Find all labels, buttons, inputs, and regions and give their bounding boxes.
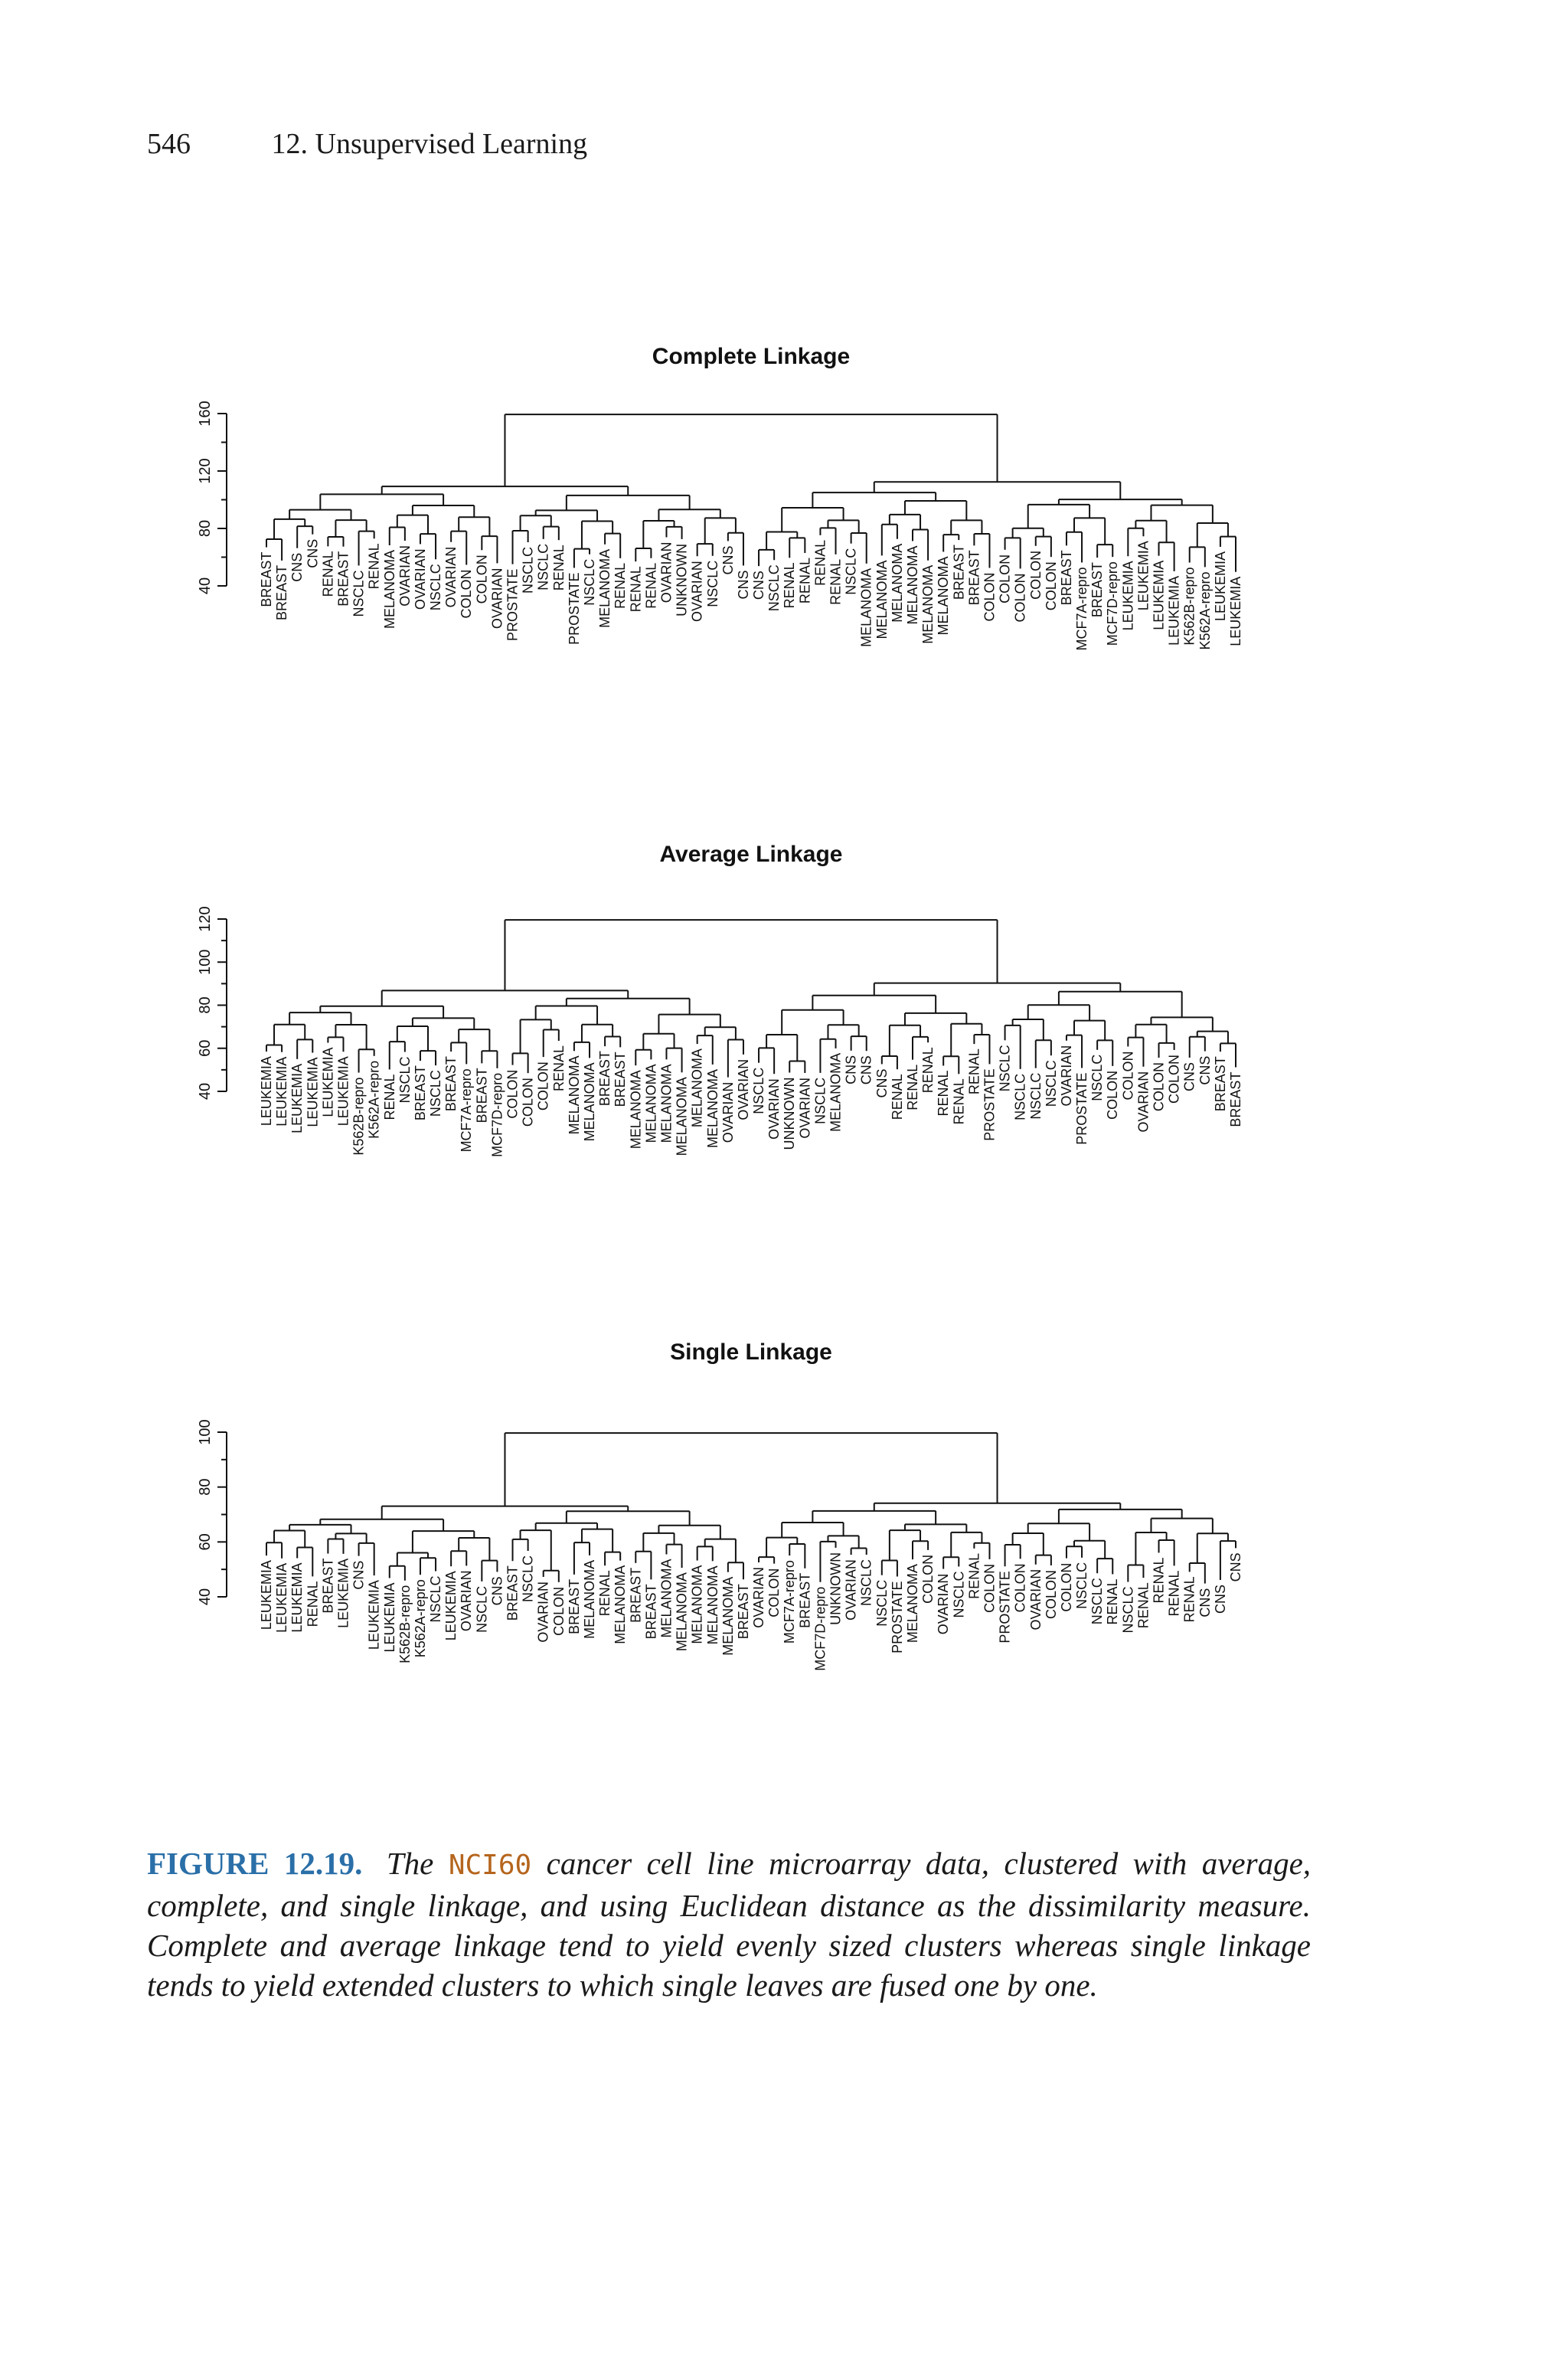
leaf-label: MELANOMA bbox=[689, 1565, 705, 1644]
leaf-label: MELANOMA bbox=[828, 1052, 844, 1132]
leaf-label: BREAST bbox=[335, 551, 351, 607]
caption-code: NCI60 bbox=[448, 1850, 532, 1881]
leaf-label: OVARIAN bbox=[1058, 1045, 1074, 1107]
leaf-label: OVARIAN bbox=[797, 1077, 813, 1139]
leaf-label: MELANOMA bbox=[643, 1064, 659, 1143]
leaf-label: BREAST bbox=[1089, 562, 1106, 618]
leaf-label: COLON bbox=[982, 572, 998, 622]
leaf-label: MELANOMA bbox=[674, 1572, 690, 1652]
leaf-label: COLON bbox=[1043, 1569, 1059, 1619]
leaf-label: LEUKEMIA bbox=[274, 1562, 290, 1633]
leaf-label: RENAL bbox=[381, 1074, 397, 1120]
leaf-label: MCF7D-repro bbox=[812, 1586, 828, 1671]
leaf-label: MELANOMA bbox=[720, 1576, 736, 1656]
leaf-label: COLON bbox=[459, 569, 475, 619]
dendrogram-panel-1 bbox=[197, 344, 1243, 650]
leaf-label: RENAL bbox=[366, 543, 382, 590]
leaf-label: K562A-repro bbox=[1197, 571, 1213, 650]
leaf-label: NSCLC bbox=[582, 558, 597, 606]
leaf-label: MELANOMA bbox=[858, 568, 874, 647]
leaf-label: RENAL bbox=[782, 562, 798, 609]
leaf-label: NSCLC bbox=[1012, 1073, 1028, 1120]
leaf-label: LEUKEMIA bbox=[443, 1571, 459, 1641]
leaf-label: RENAL bbox=[936, 1070, 952, 1117]
leaf-label: RENAL bbox=[550, 545, 567, 591]
leaf-label: BREAST bbox=[797, 1572, 813, 1628]
leaf-label: CNS bbox=[1197, 1055, 1213, 1085]
leaf-label: BREAST bbox=[1212, 1056, 1228, 1112]
leaf-label: BREAST bbox=[320, 1558, 336, 1614]
leaf-label: OVARIAN bbox=[443, 546, 459, 608]
leaf-label: COLON bbox=[474, 554, 490, 604]
leaf-label: UNKNOWN bbox=[828, 1552, 844, 1625]
leaf-label: RENAL bbox=[1151, 1557, 1167, 1604]
leaf-label: BREAST bbox=[612, 1052, 629, 1107]
figure-label: FIGURE 12.19. bbox=[147, 1846, 363, 1881]
leaf-label: MELANOMA bbox=[920, 564, 936, 644]
leaf-label: RENAL bbox=[1135, 1582, 1152, 1629]
leaf-label: K562B-repro bbox=[1181, 567, 1197, 646]
leaf-label: OVARIAN bbox=[489, 568, 505, 630]
leaf-label: RENAL bbox=[643, 562, 659, 609]
leaf-label: LEUKEMIA bbox=[335, 1558, 351, 1628]
dendrogram-panel-2 bbox=[197, 842, 1243, 1157]
y-tick-label: 40 bbox=[197, 1082, 214, 1101]
y-tick-label: 80 bbox=[197, 1478, 214, 1496]
leaf-label: RENAL bbox=[797, 558, 813, 604]
leaf-label: COLON bbox=[1151, 1062, 1167, 1112]
leaf-label: COLON bbox=[520, 1078, 536, 1127]
y-tick-label: 120 bbox=[197, 906, 214, 932]
leaf-label: COLON bbox=[766, 1568, 782, 1617]
caption-text-after: cancer cell line microarray data, clustered with average, complete, and single linkage, and using Euclidean distance as the dissimilarity measure. Complete and average linkage tend to yield evenly sized clusters whereas single linkage tends to yield extended clusters to which single leaves are fused one by one. bbox=[147, 1846, 1312, 2003]
leaf-label: COLON bbox=[1166, 1054, 1182, 1104]
leaf-label: NSCLC bbox=[812, 1077, 828, 1124]
leaf-label: NSCLC bbox=[874, 1579, 890, 1627]
leaf-label: NSCLC bbox=[520, 547, 536, 594]
leaf-label: RENAL bbox=[951, 1078, 967, 1125]
leaf-label: PROSTATE bbox=[889, 1581, 905, 1653]
leaf-label: MELANOMA bbox=[874, 560, 890, 639]
leaf-label: BREAST bbox=[951, 545, 967, 600]
leaf-label: CNS bbox=[720, 545, 736, 575]
leaf-label: LEUKEMIA bbox=[259, 1560, 274, 1631]
leaf-label: NSCLC bbox=[1043, 1060, 1059, 1107]
leaf-label: MELANOMA bbox=[381, 549, 397, 630]
leaf-label: CNS bbox=[1212, 1584, 1228, 1614]
leaf-label: LEUKEMIA bbox=[305, 1057, 321, 1127]
leaf-label: RENAL bbox=[1105, 1578, 1121, 1625]
leaf-label: RENAL bbox=[305, 1581, 321, 1627]
leaf-label: K562A-repro bbox=[366, 1060, 382, 1139]
leaf-label: OVARIAN bbox=[735, 1058, 751, 1120]
leaf-label: PROSTATE bbox=[566, 572, 582, 645]
y-tick-label: 100 bbox=[197, 949, 214, 975]
leaf-label: OVARIAN bbox=[689, 561, 705, 622]
leaf-label: NSCLC bbox=[474, 1585, 490, 1633]
leaf-label: RENAL bbox=[628, 566, 644, 613]
leaf-label: MELANOMA bbox=[905, 1564, 920, 1644]
leaf-label: K562A-repro bbox=[412, 1579, 428, 1658]
leaf-label: NSCLC bbox=[397, 1056, 413, 1104]
leaf-label: K562B-repro bbox=[397, 1585, 413, 1663]
leaf-label: COLON bbox=[1012, 1563, 1028, 1613]
leaf-label: NSCLC bbox=[704, 560, 720, 607]
leaf-label: OVARIAN bbox=[1135, 1071, 1152, 1133]
leaf-label: RENAL bbox=[1166, 1570, 1182, 1617]
leaf-label: COLON bbox=[505, 1069, 521, 1119]
leaf-label: LEUKEMIA bbox=[320, 1047, 336, 1117]
leaf-label: NSCLC bbox=[751, 1067, 767, 1114]
leaf-label: BREAST bbox=[643, 1584, 659, 1640]
leaf-label: BREAST bbox=[597, 1051, 613, 1107]
leaf-label: OVARIAN bbox=[459, 1570, 475, 1632]
leaf-label: COLON bbox=[1105, 1070, 1121, 1120]
leaf-label: CNS bbox=[1228, 1552, 1243, 1582]
leaf-label: BREAST bbox=[628, 1567, 644, 1623]
leaf-label: LEUKEMIA bbox=[1166, 575, 1182, 646]
leaf-label: CNS bbox=[351, 1560, 367, 1590]
leaf-label: COLON bbox=[1012, 573, 1028, 623]
leaf-label: NSCLC bbox=[843, 548, 859, 595]
leaf-label: MELANOMA bbox=[889, 543, 905, 623]
leaf-label: BREAST bbox=[474, 1068, 490, 1124]
leaf-label: UNKNOWN bbox=[782, 1077, 798, 1150]
leaf-label: COLON bbox=[982, 1563, 998, 1613]
leaf-label: CNS bbox=[751, 571, 767, 600]
leaf-label: UNKNOWN bbox=[674, 543, 690, 617]
leaf-label: LEUKEMIA bbox=[1135, 541, 1152, 611]
leaf-label: OVARIAN bbox=[412, 548, 428, 610]
leaf-label: MELANOMA bbox=[905, 545, 920, 625]
leaf-label: BREAST bbox=[966, 550, 982, 606]
y-tick-label: 80 bbox=[197, 996, 214, 1014]
leaf-label: NSCLC bbox=[428, 1070, 444, 1117]
y-tick-label: 120 bbox=[197, 458, 214, 484]
leaf-label: OVARIAN bbox=[766, 1078, 782, 1140]
leaf-label: RENAL bbox=[905, 1064, 920, 1110]
leaf-label: RENAL bbox=[1181, 1576, 1197, 1623]
leaf-label: NSCLC bbox=[1089, 1054, 1106, 1101]
leaf-label: CNS bbox=[289, 552, 305, 582]
leaf-label: MELANOMA bbox=[582, 1559, 597, 1639]
leaf-label: OVARIAN bbox=[843, 1559, 859, 1621]
leaf-label: MELANOMA bbox=[597, 548, 613, 628]
leaf-label: LEUKEMIA bbox=[335, 1056, 351, 1127]
leaf-label: OVARIAN bbox=[936, 1573, 952, 1635]
leaf-label: COLON bbox=[997, 554, 1013, 603]
leaf-label: COLON bbox=[1043, 561, 1059, 611]
figure-caption bbox=[147, 1843, 1311, 2005]
leaf-label: COLON bbox=[550, 1586, 567, 1636]
leaf-label: MCF7A-repro bbox=[1074, 567, 1090, 651]
leaf-label: CNS bbox=[874, 1068, 890, 1098]
leaf-label: NSCLC bbox=[951, 1571, 967, 1618]
leaf-label: BREAST bbox=[1228, 1071, 1243, 1127]
leaf-label: BREAST bbox=[735, 1584, 751, 1640]
leaf-label: LEUKEMIA bbox=[274, 1056, 290, 1127]
leaf-label: RENAL bbox=[597, 1570, 613, 1617]
leaf-label: LEUKEMIA bbox=[366, 1580, 382, 1650]
leaf-label: NSCLC bbox=[766, 564, 782, 612]
chart-title: Complete Linkage bbox=[652, 344, 851, 369]
y-tick-label: 160 bbox=[197, 401, 214, 427]
leaf-label: BREAST bbox=[1058, 550, 1074, 606]
leaf-label: COLON bbox=[535, 1061, 551, 1111]
leaf-label: NSCLC bbox=[520, 1555, 536, 1602]
leaf-label: COLON bbox=[920, 1554, 936, 1604]
leaf-label: MCF7D-repro bbox=[1105, 561, 1121, 646]
leaf-label: MELANOMA bbox=[704, 1565, 720, 1645]
leaf-label: NSCLC bbox=[1120, 1586, 1136, 1634]
leaf-label: NSCLC bbox=[428, 564, 444, 611]
leaf-label: MELANOMA bbox=[566, 1055, 582, 1135]
leaf-label: MELANOMA bbox=[582, 1062, 597, 1142]
leaf-label: MELANOMA bbox=[704, 1068, 720, 1148]
leaf-label: PROSTATE bbox=[997, 1571, 1013, 1644]
leaf-label: LEUKEMIA bbox=[1228, 576, 1243, 646]
leaf-label: RENAL bbox=[966, 1048, 982, 1095]
leaf-label: LEUKEMIA bbox=[1120, 561, 1136, 631]
leaf-label: MELANOMA bbox=[612, 1565, 629, 1644]
leaf-label: NSCLC bbox=[997, 1045, 1013, 1092]
chart-title: Average Linkage bbox=[659, 842, 843, 867]
leaf-label: OVARIAN bbox=[720, 1081, 736, 1143]
leaf-label: LEUKEMIA bbox=[289, 1063, 305, 1133]
leaf-label: MELANOMA bbox=[658, 1559, 675, 1638]
y-tick-label: 40 bbox=[197, 1588, 214, 1606]
leaf-label: NSCLC bbox=[351, 570, 367, 617]
leaf-label: MELANOMA bbox=[936, 556, 952, 636]
leaf-label: OVARIAN bbox=[535, 1581, 551, 1643]
leaf-label: MELANOMA bbox=[689, 1048, 705, 1128]
leaf-label: MELANOMA bbox=[674, 1077, 690, 1156]
leaf-label: BREAST bbox=[566, 1578, 582, 1634]
y-tick-label: 60 bbox=[197, 1533, 214, 1551]
y-tick-label: 40 bbox=[197, 577, 214, 595]
leaf-label: PROSTATE bbox=[505, 568, 521, 642]
leaf-label: COLON bbox=[1120, 1051, 1136, 1101]
leaf-label: NSCLC bbox=[535, 543, 551, 590]
leaf-label: LEUKEMIA bbox=[259, 1056, 274, 1127]
leaf-label: PROSTATE bbox=[1074, 1072, 1090, 1145]
leaf-label: BREAST bbox=[443, 1056, 459, 1112]
leaf-label: RENAL bbox=[889, 1074, 905, 1120]
caption-text-before: The bbox=[386, 1846, 434, 1881]
leaf-label: CNS bbox=[1197, 1588, 1213, 1617]
leaf-label: MCF7A-repro bbox=[459, 1068, 475, 1153]
leaf-label: PROSTATE bbox=[982, 1068, 998, 1141]
leaf-label: CNS bbox=[1181, 1061, 1197, 1091]
y-tick-label: 60 bbox=[197, 1039, 214, 1057]
y-tick-label: 80 bbox=[197, 519, 214, 538]
leaf-label: MELANOMA bbox=[628, 1070, 644, 1150]
leaf-label: OVARIAN bbox=[658, 541, 675, 603]
leaf-label: LEUKEMIA bbox=[381, 1582, 397, 1653]
leaf-label: RENAL bbox=[612, 562, 629, 609]
leaf-label: CNS bbox=[858, 1055, 874, 1085]
leaf-label: RENAL bbox=[920, 1047, 936, 1094]
leaf-label: RENAL bbox=[812, 539, 828, 586]
leaf-label: NSCLC bbox=[1027, 1072, 1044, 1120]
leaf-label: COLON bbox=[1027, 550, 1044, 600]
leaf-label: BREAST bbox=[259, 551, 274, 607]
leaf-label: NSCLC bbox=[1074, 1562, 1090, 1609]
leaf-label: NSCLC bbox=[858, 1559, 874, 1607]
chart-title: Single Linkage bbox=[670, 1339, 832, 1365]
leaf-label: BREAST bbox=[505, 1565, 521, 1621]
leaf-label: CNS bbox=[489, 1576, 505, 1606]
leaf-label: OVARIAN bbox=[397, 545, 413, 607]
leaf-label: RENAL bbox=[828, 558, 844, 605]
y-tick-label: 100 bbox=[197, 1419, 214, 1445]
leaf-label: BREAST bbox=[412, 1065, 428, 1121]
leaf-label: CNS bbox=[735, 570, 751, 600]
leaf-label: MCF7A-repro bbox=[782, 1560, 798, 1644]
leaf-label: RENAL bbox=[966, 1552, 982, 1599]
leaf-label: OVARIAN bbox=[1027, 1568, 1044, 1631]
leaf-label: K562B-repro bbox=[351, 1077, 367, 1156]
leaf-label: LEUKEMIA bbox=[1212, 551, 1228, 622]
leaf-label: BREAST bbox=[274, 564, 290, 620]
leaf-label: CNS bbox=[305, 538, 321, 568]
leaf-label: RENAL bbox=[550, 1045, 567, 1092]
page-number: 546 bbox=[147, 128, 191, 160]
leaf-label: LEUKEMIA bbox=[1151, 560, 1167, 630]
leaf-label: COLON bbox=[1058, 1562, 1074, 1612]
leaf-label: RENAL bbox=[320, 551, 336, 597]
dendrogram-panel-3 bbox=[197, 1339, 1243, 1671]
section-title: 12. Unsupervised Learning bbox=[271, 128, 588, 160]
leaf-label: OVARIAN bbox=[751, 1567, 767, 1628]
leaf-label: CNS bbox=[843, 1055, 859, 1084]
leaf-label: NSCLC bbox=[1089, 1578, 1106, 1625]
leaf-label: NSCLC bbox=[428, 1575, 444, 1623]
leaf-label: MELANOMA bbox=[658, 1064, 675, 1143]
leaf-label: MCF7D-repro bbox=[489, 1072, 505, 1157]
leaf-label: LEUKEMIA bbox=[289, 1562, 305, 1633]
